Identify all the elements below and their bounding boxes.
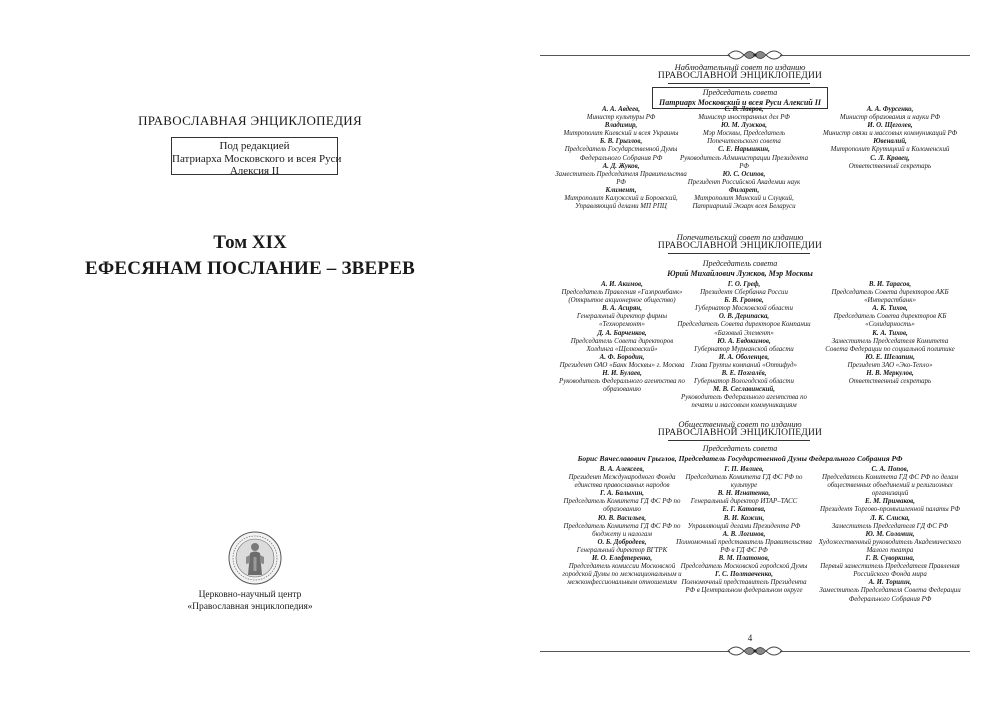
- supervisory-column-3: [820, 106, 960, 171]
- member-entry: С. А. Попов, Председатель Комитета ГД ФС РФ по делам общественных объединений и религиозных организаций: [822, 466, 958, 498]
- member-entry: Г. П. Ивлиев, Председатель Комитета ГД ФС РФ по культуре: [685, 466, 803, 490]
- member-entry: В. М. Платонов, Председатель Московской городской Думы: [680, 555, 808, 571]
- page-number: 4: [747, 633, 753, 643]
- section-rule: [668, 253, 810, 254]
- member-entry: А. И. Торшин, Заместитель Председателя Совета Федерации Федерального Собрания РФ: [819, 579, 961, 603]
- chair-role: Председатель совета: [702, 88, 778, 97]
- member-entry: Г. В. Суворкина, Первый заместитель Председателя Правления Российского Фонда мира: [820, 555, 960, 579]
- member-entry: В. И. Кожин, Управляющий делами Президента РФ: [687, 514, 801, 530]
- supervisory-caption: Наблюдательный совет по изданию: [674, 62, 806, 72]
- member-entry: Ю. М. Соломин, Художественный руководитель Академического Малого театра: [818, 530, 962, 554]
- member-entry: А. В. Логинов, Полномочный представитель Правительства РФ в ГД ФС РФ: [676, 530, 812, 554]
- chair-name: Юрий Михайлович Лужков, Мэр Москвы: [667, 269, 813, 278]
- volume-number: Том XIX: [213, 232, 287, 253]
- public-column-3: [818, 466, 962, 604]
- member-entry: Ю. М. Лужков, Мэр Москвы, Председатель Попечительского совета: [702, 122, 785, 146]
- chair-name: Борис Вячеславович Грызлов, Председатель Государственной Думы Федерального Собрания РФ: [577, 454, 903, 463]
- member-entry: А. И. Акимов, Председатель Правления «Газпромбанк» (Открытое акционерное общество): [561, 281, 683, 305]
- supervisory-column-2: [678, 106, 810, 211]
- member-entry: Ю. Е. Шелапин, Президент ЗАО «Эко-Тепло»: [847, 353, 933, 369]
- member-entry: В. И. Тарасов, Председатель Совета директоров АКБ «Интерастбанк»: [831, 281, 949, 305]
- member-entry: Ювеналий, Митрополит Крутицкий и Коломенский: [830, 138, 950, 154]
- member-entry: О. Б. Добродеев, Генеральный директор ВГТРК: [576, 538, 668, 554]
- section-rule: [668, 440, 810, 441]
- trustees-caption: Попечительский совет по изданию: [676, 232, 804, 242]
- chair-role: Председатель совета: [702, 444, 778, 453]
- chair-name: Патриарх Московский и всея Руси Алексий II: [659, 98, 821, 107]
- member-entry: Ю. С. Осипов, Президент Российской Академии наук: [687, 170, 801, 186]
- member-entry: Ю. В. Васильев, Председатель Комитета ГД ФС РФ по бюджету и налогам: [563, 514, 681, 538]
- member-entry: С. В. Лавров, Министр иностранных дел РФ: [698, 106, 790, 122]
- ornament-rule: [780, 55, 970, 56]
- member-entry: А. А. Авдеев, Министр культуры РФ: [586, 106, 656, 122]
- editorship-line: Патриарха Московского и всея Руси: [172, 152, 342, 165]
- member-entry: М. В. Сеславинский, Руководитель Федерального агентства по печати и массовым коммуникациям: [680, 386, 807, 410]
- member-entry: Ю. А. Евдокимов, Губернатор Мурманской области: [694, 337, 794, 353]
- publisher-seal-icon: [228, 531, 282, 585]
- member-entry: Е. М. Примаков, Президент Торгово-промышленной палаты РФ: [820, 498, 960, 514]
- member-entry: А. А. Фурсенко, Министр образования и науки РФ: [839, 106, 941, 122]
- member-entry: А. Д. Жуков, Заместитель Председателя Правительства РФ: [555, 162, 687, 186]
- trustees-column-2: [676, 281, 812, 411]
- trustees-column-3: [820, 281, 960, 386]
- publisher: [0, 589, 500, 613]
- trustees-title: ПРАВОСЛАВНОЙ ЭНЦИКЛОПЕДИИ: [657, 241, 823, 251]
- supervisory-column-1: [555, 106, 687, 211]
- trustees-chair: [500, 259, 980, 279]
- member-entry: Г. С. Полтавченко, Полномочный представитель Президента РФ в Центральном федеральном округе: [681, 571, 807, 595]
- volume-title: ЕФЕСЯНАМ ПОСЛАНИЕ – ЗВЕРЕВ: [85, 258, 415, 279]
- member-entry: В. Е. Позгалёв, Губернатор Вологодской области: [694, 370, 794, 386]
- member-entry: Н. И. Булаев, Руководитель Федерального агентства по образованию: [558, 370, 685, 394]
- member-entry: В. А. Асирян, Генеральный директор фирмы «Техноремонт»: [576, 305, 668, 329]
- public-caption: Общественный совет по изданию: [678, 419, 802, 429]
- member-entry: Н. В. Меркулов, Ответственный секретарь: [848, 370, 932, 386]
- member-entry: А. К. Тихов, Председатель Совета директоров КБ «Солидарность»: [833, 305, 947, 329]
- member-entry: Владимир, Митрополит Киевский и всея Украины: [563, 122, 679, 138]
- member-entry: Г. А. Балыхин, Председатель Комитета ГД ФС РФ по образованию: [563, 490, 681, 514]
- member-entry: С. Е. Нарышкин, Руководитель Администрации Президента РФ: [679, 146, 809, 170]
- member-entry: О. В. Дерипаска, Председатель Совета директоров Компании «Базовый Элемент»: [677, 313, 811, 337]
- encyclopedia-title: ПРАВОСЛАВНАЯ ЭНЦИКЛОПЕДИЯ: [138, 113, 362, 128]
- member-entry: Б. В. Грызлов, Председатель Государственной Думы Федерального Собрания РФ: [564, 138, 678, 162]
- member-entry: И. О. Елефтеренко, Председатель комиссии Московской городской Думы по межнациональным и межконфессиональным отношениям: [562, 555, 682, 587]
- public-title: ПРАВОСЛАВНОЙ ЭНЦИКЛОПЕДИИ: [657, 428, 823, 438]
- member-entry: Филарет, Митрополит Минский и Слуцкий, Патриарший Экзарх всея Беларуси: [692, 186, 796, 211]
- member-entry: С. Л. Кравец, Ответственный секретарь: [848, 154, 932, 170]
- ornament-rule: [540, 651, 730, 652]
- member-entry: А. Ф. Бородин, Президент ОАО «Банк Москвы» г. Москва: [559, 353, 685, 369]
- public-column-1: [558, 466, 686, 587]
- ornament-rule: [540, 55, 730, 56]
- trustees-column-1: [558, 281, 686, 394]
- public-chair: [500, 444, 980, 464]
- editorship-box: [171, 137, 342, 177]
- right-page: [500, 0, 1000, 707]
- editorship-line: Под редакцией: [219, 140, 290, 152]
- member-entry: Д. А. Барченков, Председатель Совета директоров Холдинга «Щелковский»: [570, 329, 674, 353]
- publisher-line: «Православная энциклопедия»: [187, 602, 313, 612]
- member-entry: И. О. Щеголев, Министр связи и массовых коммуникаций РФ: [822, 122, 958, 138]
- ornament-rule: [780, 651, 970, 652]
- member-entry: Г. О. Греф, Президент Сбербанка России: [700, 281, 788, 297]
- member-entry: В. Н. Игнатенко, Генеральный директор ИТАР–ТАСС: [690, 490, 798, 506]
- publisher-line: Церковно-научный центр: [198, 590, 302, 600]
- member-entry: И. А. Оболенцев, Глава Группы компаний «Оптифуд»: [690, 353, 797, 369]
- supervisory-title: ПРАВОСЛАВНОЙ ЭНЦИКЛОПЕДИИ: [657, 71, 823, 81]
- public-column-2: [676, 466, 812, 596]
- member-entry: К. А. Тихов, Заместитель Председателя Комитета Совета Федерации по социальной политике: [825, 329, 955, 353]
- chair-role: Председатель совета: [702, 259, 778, 268]
- member-entry: Л. К. Слиска, Заместитель Председателя ГД ФС РФ: [831, 514, 949, 530]
- member-entry: Е. Г. Катаева,: [722, 506, 766, 514]
- section-rule: [668, 83, 810, 84]
- member-entry: Б. В. Громов, Губернатор Московской области: [695, 297, 793, 313]
- bottom-ornament-icon: [726, 642, 784, 660]
- editorship-line: Алексия II: [229, 165, 280, 177]
- member-entry: Климент, Митрополит Калужский и Боровский, Управляющий делами МП РПЦ: [564, 186, 678, 211]
- member-entry: В. А. Алексеев, Президент Международного Фонда единства православных народов: [568, 466, 676, 490]
